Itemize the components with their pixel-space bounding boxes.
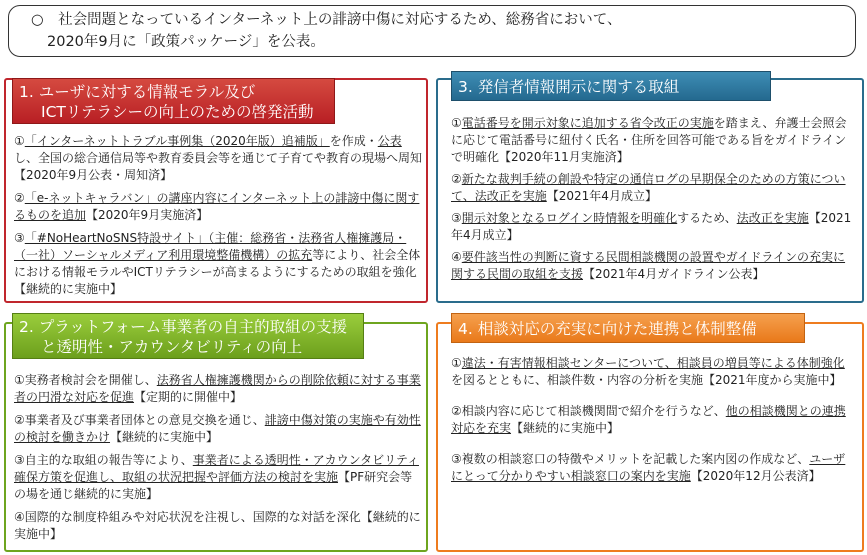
list-item: ②新たな裁判手続の創設や特定の通信ログの早期保全のための方策について、法改正を実施【2021年4月成立】	[451, 172, 846, 203]
list-item: ③開示対象となるログイン時情報を明確化するため、法改正を実施【2021年4月成立】	[451, 211, 852, 242]
list-item: ②事業者及び事業者団体との意見交換を通じ、誹謗中傷対策の実施や有効性の検討を働きかけ【継続的に実施中】	[14, 413, 421, 444]
item-list-sender-disclosure	[451, 115, 856, 283]
item-list-platform-support	[14, 372, 422, 543]
item-list-user-literacy	[14, 133, 422, 298]
list-item: ①実務者検討会を開催し、法務省人権擁護機関からの削除依頼に対する事業者の円滑な対応を促進【定期的に開催中】	[14, 373, 421, 404]
title-line: 3. 発信者情報開示に関する取組	[458, 78, 680, 96]
panel-title-consultation	[451, 313, 805, 343]
title-line: 2. プラットフォーム事業者の自主的取組の支援	[19, 318, 348, 336]
list-item: ③「#NoHeartNoSNS特設サイト」（主催：総務省・法務省人権擁護局・（一社）ソーシャルメディア利用環境整備機構）の拡充等により、社会全体における情報モラルやICTリテラシーが高まるようにするための取組を強化【継続的に実施中】	[14, 231, 421, 296]
intro-line-1: ○ 社会問題となっているインターネット上の誹謗中傷に対応するため、総務省において、	[31, 12, 622, 28]
item-list-consultation	[451, 355, 856, 485]
list-item: ①違法・有害情報相談センターについて、相談員の増員等による体制強化を図るとともに、相談件数・内容の分析を実施【2021年度から実施中】	[451, 356, 845, 387]
panel-title-platform-support	[12, 313, 364, 359]
panel-title-user-literacy	[12, 78, 335, 124]
panel-title-sender-disclosure	[451, 71, 771, 101]
list-item: ①「インターネットトラブル事例集（2020年版）追補版」を作成・公表し、全国の総合通信局等や教育委員会等を通じて子育てや教育の現場へ周知【2020年9月公表・周知済】	[14, 134, 423, 182]
list-item: ③自主的な取組の報告等により、事業者による透明性・アカウンタビリティ確保方策を促進し、取組の状況把握や評価方法の検討を実施【PF研究会等の場を通じ継続的に実施】	[14, 453, 419, 501]
list-item: ①電話番号を開示対象に追加する省令改正の実施を踏まえ、弁護士会照会に応じて電話番号に紐付く氏名・住所を回答可能である旨をガイドラインで明確化【2020年11月実施済】	[451, 116, 847, 164]
title-line: 1. ユーザに対する情報モラル及び	[19, 83, 256, 101]
title-line: と透明性・アカウンタビリティの向上	[41, 338, 303, 356]
title-line: ICTリテラシーの向上のための啓発活動	[41, 103, 314, 121]
list-item: ④要件該当性の判断に資する民間相談機関の設置やガイドラインの充実に関する民間の取組を支援【2021年4月ガイドライン公表】	[451, 250, 846, 281]
title-line: 4. 相談対応の充実に向けた連携と体制整備	[458, 320, 757, 338]
list-item: ④国際的な制度枠組みや対応状況を注視し、国際的な対話を深化【継続的に実施中】	[14, 510, 421, 541]
list-item: ②「e-ネットキャラバン」の講座内容にインターネット上の誹謗中傷に関するものを追加【2020年9月実施済】	[14, 191, 420, 222]
intro-line-2: 2020年9月に「政策パッケージ」を公表。	[47, 34, 325, 50]
list-item: ③複数の相談窓口の特徴やメリットを記載した案内図の作成など、ユーザにとって分かりやすい相談窓口の案内を実施【2020年12月公表済】	[451, 452, 846, 483]
intro-box	[8, 5, 856, 57]
list-item: ②相談内容に応じて相談機関間で紹介を行うなど、他の相談機関との連携対応を充実【継続的に実施中】	[451, 404, 846, 435]
